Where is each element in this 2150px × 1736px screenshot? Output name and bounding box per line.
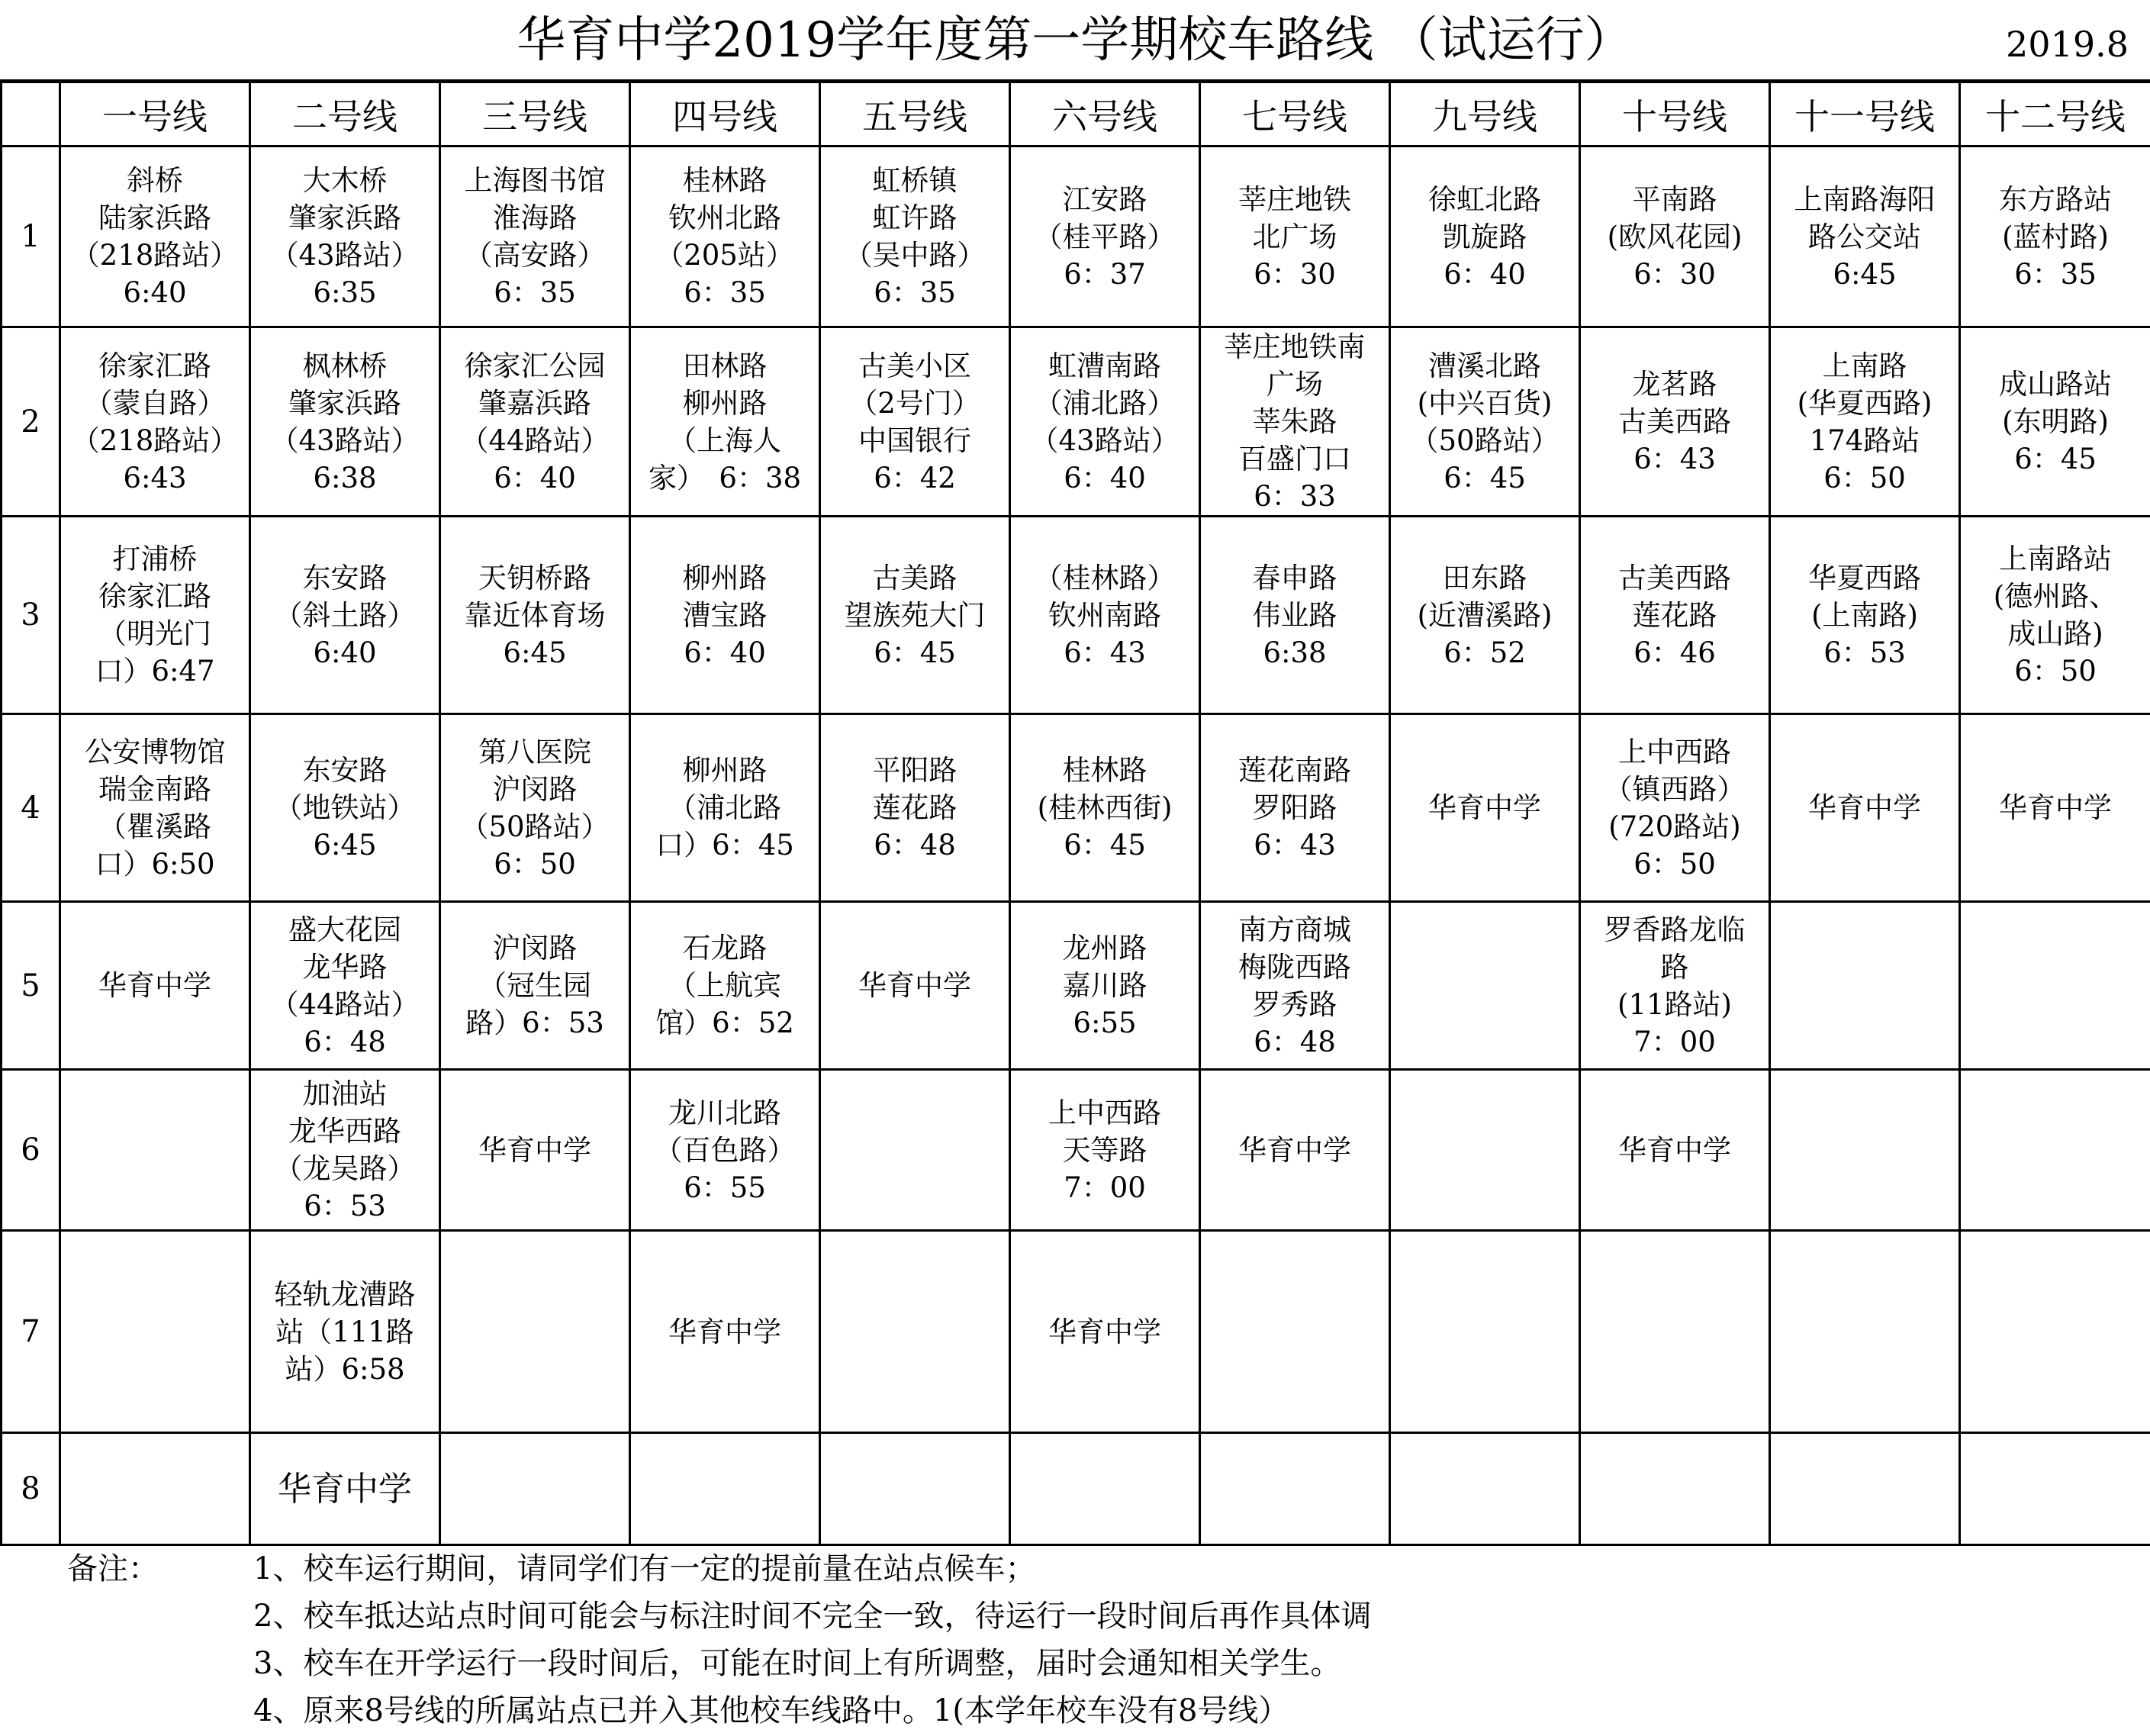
stop-cell: （桂林路） 钦州南路 6：43 bbox=[1010, 517, 1200, 714]
stop-cell: 沪闵路 （冠生园 路）6：53 bbox=[440, 902, 630, 1070]
column-header: 十二号线 bbox=[1960, 82, 2150, 147]
column-header: 四号线 bbox=[630, 82, 820, 147]
stop-cell: 盛大花园 龙华路 （44路站） 6：48 bbox=[250, 902, 440, 1070]
stop-cell: 华育中学 bbox=[440, 1070, 630, 1231]
stop-cell bbox=[820, 1231, 1010, 1433]
table-row bbox=[2, 714, 2150, 902]
stop-cell: 上南路 (华夏西路) 174路站 6：50 bbox=[1770, 327, 1960, 517]
stop-cell bbox=[1390, 1070, 1580, 1231]
stop-cell: 古美小区 （2号门） 中国银行 6：42 bbox=[820, 327, 1010, 517]
stop-cell bbox=[820, 1433, 1010, 1545]
stop-cell bbox=[1010, 1433, 1200, 1545]
column-header: 五号线 bbox=[820, 82, 1010, 147]
table-row bbox=[2, 517, 2150, 714]
stop-cell: 虹桥镇 虹许路 （吴中路） 6：35 bbox=[820, 147, 1010, 327]
stop-cell: 上海图书馆 淮海路 （高安路） 6：35 bbox=[440, 147, 630, 327]
stop-cell: 平南路 (欧风花园) 6：30 bbox=[1580, 147, 1770, 327]
stop-cell: 东安路 （地铁站） 6:45 bbox=[250, 714, 440, 902]
stop-cell: 华育中学 bbox=[1200, 1070, 1390, 1231]
row-index: 6 bbox=[2, 1070, 60, 1231]
date-label: 2019.8 bbox=[2006, 24, 2129, 65]
stop-cell: 莲花南路 罗阳路 6：43 bbox=[1200, 714, 1390, 902]
note-item-2: 2、校车抵达站点时间可能会与标注时间不完全一致，待运行一段时间后再作具体调 bbox=[253, 1599, 1372, 1634]
stop-cell bbox=[1770, 1231, 1960, 1433]
stop-cell bbox=[1770, 1433, 1960, 1545]
table-row bbox=[2, 1070, 2150, 1231]
stop-cell: 平阳路 莲花路 6：48 bbox=[820, 714, 1010, 902]
row-index: 2 bbox=[2, 327, 60, 517]
column-header: 九号线 bbox=[1390, 82, 1580, 147]
stop-cell: 桂林路 (桂林西街) 6：45 bbox=[1010, 714, 1200, 902]
stop-cell bbox=[630, 1433, 820, 1545]
stop-cell: 华育中学 bbox=[60, 902, 250, 1070]
stop-cell: 打浦桥 徐家汇路 （明光门 口）6:47 bbox=[60, 517, 250, 714]
page-title: 华育中学2019学年度第一学期校车路线 （试运行） bbox=[517, 12, 1633, 69]
stop-cell bbox=[1960, 902, 2150, 1070]
stop-cell: 上中西路 天等路 7：00 bbox=[1010, 1070, 1200, 1231]
title-bar bbox=[0, 0, 2150, 81]
column-header: 六号线 bbox=[1010, 82, 1200, 147]
stop-cell: 虹漕南路 （浦北路） （43路站） 6：40 bbox=[1010, 327, 1200, 517]
stop-cell bbox=[60, 1231, 250, 1433]
stop-cell: 斜桥 陆家浜路 （218路站） 6:40 bbox=[60, 147, 250, 327]
stop-cell: 龙茗路 古美西路 6：43 bbox=[1580, 327, 1770, 517]
stop-cell bbox=[1390, 1231, 1580, 1433]
stop-cell: 龙川北路 （百色路） 6：55 bbox=[630, 1070, 820, 1231]
stop-cell: 华育中学 bbox=[1010, 1231, 1200, 1433]
stop-cell: 东安路 （斜土路） 6:40 bbox=[250, 517, 440, 714]
note-item-3: 3、校车在开学运行一段时间后，可能在时间上有所调整，届时会通知相关学生。 bbox=[253, 1646, 1341, 1681]
stop-cell: 古美路 望族苑大门 6：45 bbox=[820, 517, 1010, 714]
stop-cell bbox=[1770, 902, 1960, 1070]
stop-cell: 田东路 (近漕溪路) 6：52 bbox=[1390, 517, 1580, 714]
note-item-4: 4、原来8号线的所属站点已并入其他校车线路中。1(本学年校车没有8号线） bbox=[253, 1693, 1289, 1728]
stop-cell bbox=[60, 1070, 250, 1231]
row-index: 8 bbox=[2, 1433, 60, 1545]
bus-route-table bbox=[0, 81, 2150, 1546]
stop-cell: 漕溪北路 (中兴百货) （50路站） 6：45 bbox=[1390, 327, 1580, 517]
stop-cell: 柳州路 （浦北路 口）6：45 bbox=[630, 714, 820, 902]
column-header: 二号线 bbox=[250, 82, 440, 147]
stop-cell: 华夏西路 (上南路) 6：53 bbox=[1770, 517, 1960, 714]
stop-cell: 天钥桥路 靠近体育场 6:45 bbox=[440, 517, 630, 714]
stop-cell: 成山路站 (东明路) 6：45 bbox=[1960, 327, 2150, 517]
stop-cell: 华育中学 bbox=[1390, 714, 1580, 902]
table-body bbox=[2, 147, 2150, 1545]
stop-cell: 华育中学 bbox=[1960, 714, 2150, 902]
column-header: 十号线 bbox=[1580, 82, 1770, 147]
stop-cell: 华育中学 bbox=[1770, 714, 1960, 902]
stop-cell: 加油站 龙华西路 （龙吴路） 6：53 bbox=[250, 1070, 440, 1231]
row-index: 1 bbox=[2, 147, 60, 327]
row-index: 7 bbox=[2, 1231, 60, 1433]
table-row bbox=[2, 327, 2150, 517]
stop-cell: 春申路 伟业路 6:38 bbox=[1200, 517, 1390, 714]
stop-cell bbox=[1960, 1070, 2150, 1231]
stop-cell: 柳州路 漕宝路 6：40 bbox=[630, 517, 820, 714]
stop-cell: 徐家汇路 （蒙自路） （218路站） 6:43 bbox=[60, 327, 250, 517]
stop-cell: 田林路 柳州路 （上海人 家） 6：38 bbox=[630, 327, 820, 517]
stop-cell: 古美西路 莲花路 6：46 bbox=[1580, 517, 1770, 714]
row-index: 5 bbox=[2, 902, 60, 1070]
table-row bbox=[2, 902, 2150, 1070]
stop-cell: 桂林路 钦州北路 （205站） 6：35 bbox=[630, 147, 820, 327]
stop-cell: 龙州路 嘉川路 6:55 bbox=[1010, 902, 1200, 1070]
stop-cell: 枫林桥 肇家浜路 （43路站） 6:38 bbox=[250, 327, 440, 517]
stop-cell: 公安博物馆 瑞金南路 （瞿溪路 口）6:50 bbox=[60, 714, 250, 902]
stop-cell bbox=[60, 1433, 250, 1545]
stop-cell: 第八医院 沪闵路 （50路站） 6：50 bbox=[440, 714, 630, 902]
stop-cell: 莘庄地铁 北广场 6：30 bbox=[1200, 147, 1390, 327]
stop-cell bbox=[1770, 1070, 1960, 1231]
stop-cell: 上南路海阳 路公交站 6:45 bbox=[1770, 147, 1960, 327]
stop-cell: 上中西路 （镇西路） (720路站) 6：50 bbox=[1580, 714, 1770, 902]
stop-cell: 石龙路 （上航宾 馆）6：52 bbox=[630, 902, 820, 1070]
column-header: 一号线 bbox=[60, 82, 250, 147]
stop-cell: 华育中学 bbox=[250, 1433, 440, 1545]
stop-cell: 上南路站 (德州路、 成山路) 6：50 bbox=[1960, 517, 2150, 714]
stop-cell bbox=[1960, 1231, 2150, 1433]
stop-cell bbox=[440, 1433, 630, 1545]
column-header: 七号线 bbox=[1200, 82, 1390, 147]
stop-cell bbox=[1390, 902, 1580, 1070]
stop-cell bbox=[1200, 1433, 1390, 1545]
note-item-1: 1、校车运行期间，请同学们有一定的提前量在站点候车； bbox=[253, 1551, 1036, 1586]
stop-cell: 大木桥 肇家浜路 （43路站） 6:35 bbox=[250, 147, 440, 327]
stop-cell bbox=[1580, 1433, 1770, 1545]
stop-cell: 东方路站 (蓝村路) 6：35 bbox=[1960, 147, 2150, 327]
table-row bbox=[2, 147, 2150, 327]
notes-section bbox=[0, 1543, 2150, 1736]
table-row bbox=[2, 1433, 2150, 1545]
table-row bbox=[2, 1231, 2150, 1433]
stop-cell: 江安路 （桂平路） 6：37 bbox=[1010, 147, 1200, 327]
header-row bbox=[2, 82, 2150, 147]
stop-cell: 南方商城 梅陇西路 罗秀路 6：48 bbox=[1200, 902, 1390, 1070]
stop-cell: 徐家汇公园 肇嘉浜路 （44路站） 6：40 bbox=[440, 327, 630, 517]
stop-cell bbox=[1580, 1231, 1770, 1433]
stop-cell: 华育中学 bbox=[820, 902, 1010, 1070]
stop-cell bbox=[1390, 1433, 1580, 1545]
notes-label: 备注： bbox=[67, 1551, 159, 1586]
column-header: 三号线 bbox=[440, 82, 630, 147]
stop-cell bbox=[440, 1231, 630, 1433]
column-header: 十一号线 bbox=[1770, 82, 1960, 147]
stop-cell: 轻轨龙漕路 站（111路 站）6:58 bbox=[250, 1231, 440, 1433]
stop-cell: 华育中学 bbox=[630, 1231, 820, 1433]
stop-cell bbox=[820, 1070, 1010, 1231]
row-index: 3 bbox=[2, 517, 60, 714]
row-index: 4 bbox=[2, 714, 60, 902]
corner-cell bbox=[2, 82, 60, 147]
stop-cell bbox=[1200, 1231, 1390, 1433]
stop-cell: 罗香路龙临 路 (11路站) 7：00 bbox=[1580, 902, 1770, 1070]
stop-cell bbox=[1960, 1433, 2150, 1545]
stop-cell: 华育中学 bbox=[1580, 1070, 1770, 1231]
stop-cell: 莘庄地铁南 广场 莘朱路 百盛门口 6：33 bbox=[1200, 327, 1390, 517]
stop-cell: 徐虹北路 凯旋路 6：40 bbox=[1390, 147, 1580, 327]
